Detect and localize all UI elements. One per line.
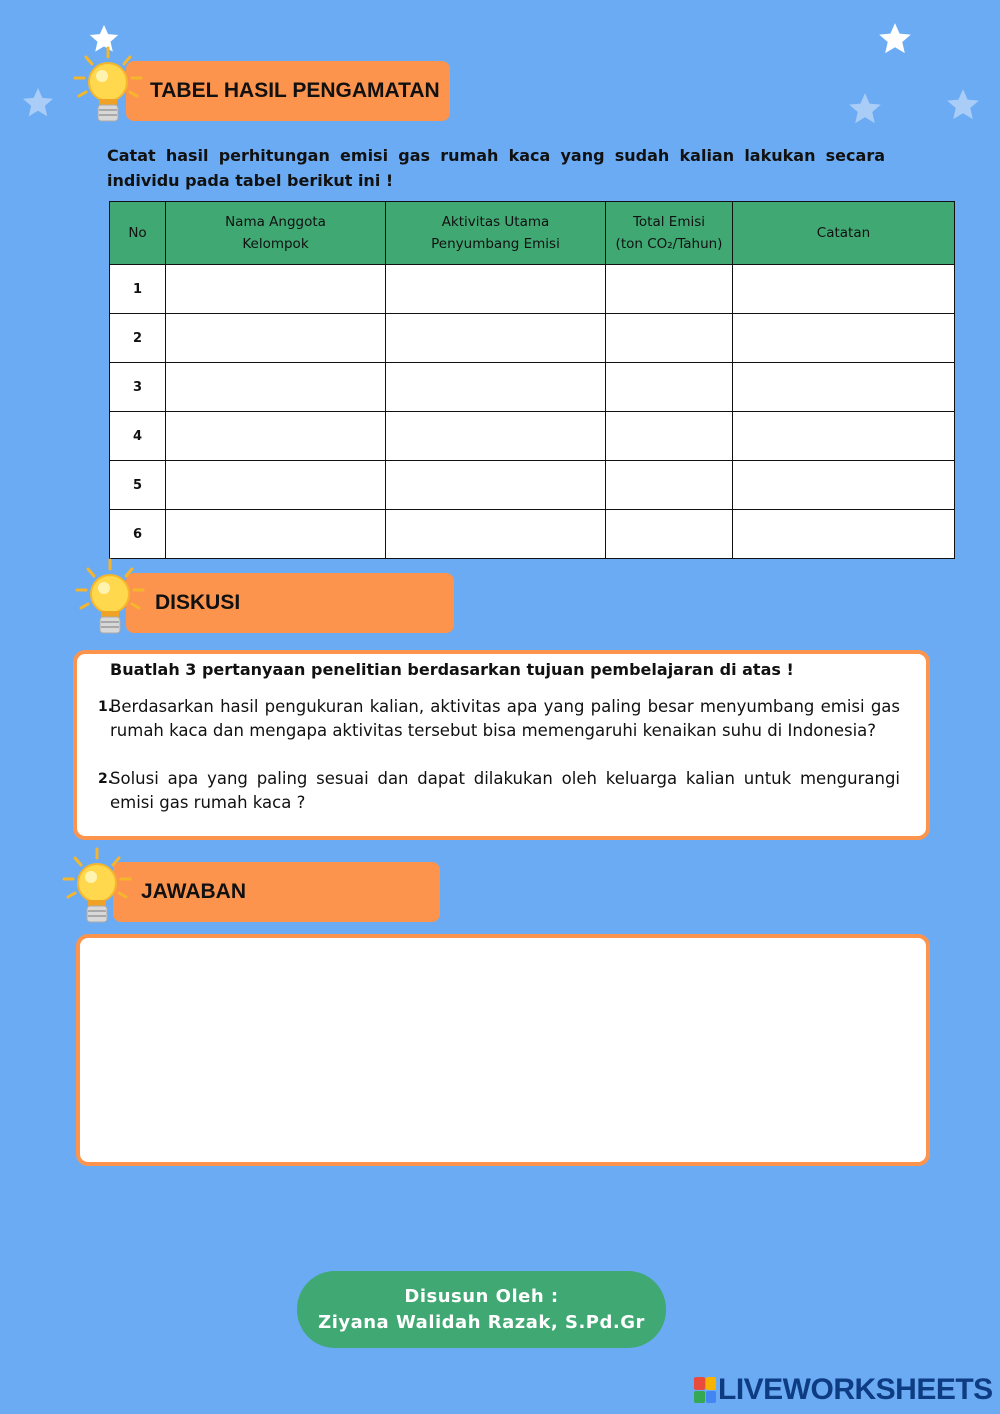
table-row [110, 363, 955, 412]
input-cell-aktivitas[interactable] [386, 314, 606, 363]
row-number: 1 [110, 265, 166, 314]
star-icon [846, 90, 884, 128]
input-cell-nama[interactable] [166, 461, 386, 510]
input-cell-total-emisi[interactable] [606, 363, 733, 412]
input-cell-total-emisi[interactable] [606, 461, 733, 510]
table-header-row [110, 202, 955, 265]
section-banner-diskusi [126, 573, 454, 633]
author-name: Ziyana Walidah Razak, S.Pd.Gr [318, 1311, 645, 1333]
liveworksheets-logo-icon [694, 1377, 716, 1403]
row-number: 5 [110, 461, 166, 510]
section-title: TABEL HASIL PENGAMATAN [150, 79, 440, 102]
table-row [110, 461, 955, 510]
input-cell-total-emisi[interactable] [606, 510, 733, 559]
input-cell-aktivitas[interactable] [386, 412, 606, 461]
input-cell-catatan[interactable] [733, 412, 955, 461]
input-cell-total-emisi[interactable] [606, 265, 733, 314]
column-header-total-emisi: Total Emisi (ton CO₂/Tahun) [606, 202, 733, 265]
table-row [110, 510, 955, 559]
input-cell-aktivitas[interactable] [386, 510, 606, 559]
lightbulb-icon [73, 556, 147, 640]
question-text: Solusi apa yang paling sesuai dan dapat dilakukan oleh keluarga kalian untuk mengurangi emisi gas rumah kaca ? [110, 769, 900, 812]
input-cell-catatan[interactable] [733, 510, 955, 559]
brand-name: LIVEWORKSHEETS [718, 1373, 993, 1406]
input-cell-catatan[interactable] [733, 363, 955, 412]
instruction-text: Catat hasil perhitungan emisi gas rumah kaca yang sudah kalian lakukan secara individu pada tabel berikut ini ! [107, 146, 885, 190]
question-number: 1. [98, 699, 114, 715]
input-cell-catatan[interactable] [733, 461, 955, 510]
discussion-instruction: Buatlah 3 pertanyaan penelitian berdasarkan tujuan pembelajaran di atas ! [110, 660, 794, 679]
section-title: DISKUSI [155, 591, 241, 614]
discussion-question [98, 767, 900, 815]
input-cell-nama[interactable] [166, 314, 386, 363]
column-header-nama: Nama Anggota Kelompok [166, 202, 386, 265]
question-number: 2. [98, 771, 114, 787]
question-text: Berdasarkan hasil pengukuran kalian, aktivitas apa yang paling besar menyumbang emisi gas rumah kaca dan mengapa aktivitas tersebut bisa memengaruhi kenaikan suhu di Indonesia? [110, 697, 900, 740]
column-header-catatan: Catatan [733, 202, 955, 265]
input-cell-nama[interactable] [166, 510, 386, 559]
section-banner-jawaban [113, 862, 440, 922]
row-number: 3 [110, 363, 166, 412]
section-title: JAWABAN [141, 880, 247, 903]
star-icon [944, 86, 982, 124]
input-cell-aktivitas[interactable] [386, 265, 606, 314]
input-cell-nama[interactable] [166, 265, 386, 314]
input-cell-aktivitas[interactable] [386, 363, 606, 412]
input-cell-catatan[interactable] [733, 314, 955, 363]
section-banner-tabel [126, 61, 450, 121]
row-number: 6 [110, 510, 166, 559]
row-number: 4 [110, 412, 166, 461]
table-row [110, 314, 955, 363]
table-row [110, 265, 955, 314]
lightbulb-icon [60, 845, 134, 929]
input-cell-aktivitas[interactable] [386, 461, 606, 510]
input-cell-nama[interactable] [166, 363, 386, 412]
author-badge [297, 1271, 666, 1348]
author-label: Disusun Oleh : [404, 1285, 559, 1307]
input-cell-total-emisi[interactable] [606, 412, 733, 461]
lightbulb-icon [71, 44, 145, 128]
answer-box[interactable] [76, 934, 930, 1166]
star-icon [20, 85, 56, 121]
observation-table [109, 201, 955, 559]
column-header-no: No [110, 202, 166, 265]
star-icon [876, 20, 914, 58]
column-header-aktivitas: Aktivitas Utama Penyumbang Emisi [386, 202, 606, 265]
discussion-question [98, 695, 900, 743]
input-cell-catatan[interactable] [733, 265, 955, 314]
row-number: 2 [110, 314, 166, 363]
table-row [110, 412, 955, 461]
input-cell-nama[interactable] [166, 412, 386, 461]
input-cell-total-emisi[interactable] [606, 314, 733, 363]
liveworksheets-logo [694, 1370, 993, 1410]
